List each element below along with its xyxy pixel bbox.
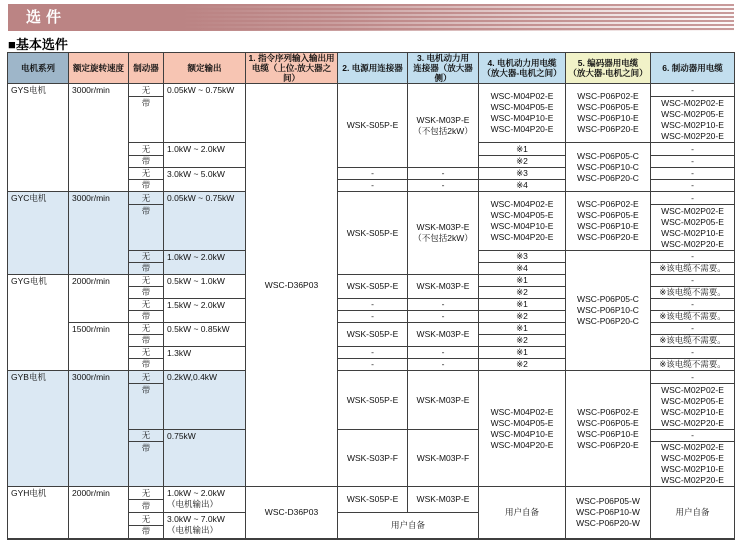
- header-cell: 额定输出: [164, 53, 246, 84]
- table-cell: 带: [129, 263, 164, 275]
- table-cell: ※1: [479, 143, 566, 156]
- table-cell: 带: [129, 156, 164, 168]
- table-cell: WSK-S05P-E: [338, 371, 408, 430]
- table-cell: ※2: [479, 311, 566, 323]
- table-cell: 0.75kW: [164, 430, 246, 487]
- table-cell: WSC-M02P02-E WSC-M02P05-E WSC-M02P10-E WSC-M02P20-E: [651, 384, 735, 430]
- table-cell: WSK-S03P-F: [338, 430, 408, 487]
- table-cell: ※3: [479, 168, 566, 180]
- table-cell: ※4: [479, 263, 566, 275]
- table-cell: 带: [129, 287, 164, 299]
- table-cell: 无: [129, 299, 164, 311]
- table-cell: WSC-M04P02-E WSC-M04P05-E WSC-M04P10-E WSC-M04P20-E: [479, 192, 566, 251]
- table-head: [8, 53, 735, 84]
- table-cell: 3.0kW ~ 5.0kW: [164, 168, 246, 192]
- table-cell: 0.05kW ~ 0.75kW: [164, 192, 246, 251]
- table-cell: 1.0kW ~ 2.0kW （电机输出）: [164, 487, 246, 513]
- table-cell: 2000r/min: [69, 487, 129, 539]
- header-cell: 6. 制动器用电缆: [651, 53, 735, 84]
- table-cell: WSC-M04P02-E WSC-M04P05-E WSC-M04P10-E WSC-M04P20-E: [479, 371, 566, 487]
- table-cell: WSC-P06P05-W WSC-P06P10-W WSC-P06P20-W: [566, 487, 651, 539]
- table-cell: -: [651, 371, 735, 384]
- table-cell: WSK-S05P-E: [338, 192, 408, 275]
- table-cell: 带: [129, 335, 164, 347]
- table-cell: -: [408, 168, 479, 180]
- table-cell: WSK-M03P-E （不包括2kW）: [408, 84, 479, 168]
- table-cell: -: [338, 347, 408, 359]
- header-cell: 3. 电机动力用 连接器（放大器侧）: [408, 53, 479, 84]
- table-cell: 带: [129, 359, 164, 371]
- table-cell: 无: [129, 323, 164, 335]
- header-row: [8, 53, 735, 84]
- table-row: [8, 192, 735, 205]
- table-cell: 3000r/min: [69, 84, 129, 192]
- table-cell: 带: [129, 442, 164, 487]
- table-cell: 带: [129, 311, 164, 323]
- table-cell: -: [651, 143, 735, 156]
- table-cell: -: [651, 156, 735, 168]
- table-cell: -: [651, 299, 735, 311]
- table-cell: -: [651, 323, 735, 335]
- table-cell: 带: [129, 180, 164, 192]
- table-cell: WSK-S05P-E: [338, 275, 408, 299]
- table-cell: ※1: [479, 299, 566, 311]
- options-table: [7, 52, 735, 540]
- table-cell: ※2: [479, 156, 566, 168]
- table-cell: ※该电缆不需要。: [651, 359, 735, 371]
- table-row: [8, 84, 735, 97]
- header-cell: 电机系列: [8, 53, 69, 84]
- table-cell: WSC-D36P03: [246, 84, 338, 487]
- table-cell: ※2: [479, 359, 566, 371]
- table-cell: WSC-D36P03: [246, 487, 338, 539]
- table-cell: WSK-S05P-E: [338, 323, 408, 347]
- table-cell: WSK-M03P-E: [408, 323, 479, 347]
- table-cell: GYH电机: [8, 487, 69, 539]
- table-cell: 带: [129, 384, 164, 430]
- table-cell: 用户自备: [479, 487, 566, 539]
- table-cell: 无: [129, 487, 164, 500]
- table-cell: 带: [129, 97, 164, 143]
- table-cell: WSK-S05P-E: [338, 487, 408, 513]
- table-cell: 无: [129, 192, 164, 205]
- table-cell: ※1: [479, 347, 566, 359]
- table-cell: ※该电缆不需要。: [651, 287, 735, 299]
- header-cell: 4. 电机动力用电缆 （放大器-电机之间）: [479, 53, 566, 84]
- table-cell: 0.5kW ~ 1.0kW: [164, 275, 246, 299]
- table-cell: WSC-P06P02-E WSC-P06P05-E WSC-P06P10-E WSC-P06P20-E: [566, 192, 651, 251]
- table-cell: -: [338, 311, 408, 323]
- table-cell: 1.5kW ~ 2.0kW: [164, 299, 246, 323]
- table-cell: WSC-M04P02-E WSC-M04P05-E WSC-M04P10-E WSC-M04P20-E: [479, 84, 566, 143]
- table-cell: 带: [129, 526, 164, 539]
- table-cell: 无: [129, 143, 164, 156]
- table-cell: 无: [129, 275, 164, 287]
- table-cell: 1.0kW ~ 2.0kW: [164, 143, 246, 168]
- table-cell: 无: [129, 513, 164, 526]
- table-cell: WSK-M03P-F: [408, 430, 479, 487]
- table-cell: ※2: [479, 335, 566, 347]
- table-cell: GYS电机: [8, 84, 69, 192]
- table-cell: WSK-M03P-E: [408, 275, 479, 299]
- table-cell: -: [651, 180, 735, 192]
- table-cell: 无: [129, 168, 164, 180]
- table-cell: GYB电机: [8, 371, 69, 487]
- table-cell: ※该电缆不需要。: [651, 311, 735, 323]
- table-cell: 2000r/min: [69, 275, 129, 323]
- table-cell: 带: [129, 500, 164, 513]
- table-cell: 3000r/min: [69, 371, 129, 487]
- table-cell: 0.5kW ~ 0.85kW: [164, 323, 246, 347]
- table-cell: -: [651, 347, 735, 359]
- table-cell: ※4: [479, 180, 566, 192]
- table-cell: 用户自备: [338, 513, 479, 539]
- table-cell: WSC-P06P05-C WSC-P06P10-C WSC-P06P20-C: [566, 251, 651, 371]
- table-row: [8, 371, 735, 384]
- table-cell: ※3: [479, 251, 566, 263]
- header-cell: 制动器: [129, 53, 164, 84]
- table-cell: -: [408, 347, 479, 359]
- header-cell: 5. 编码器用电缆 （放大器-电机之间）: [566, 53, 651, 84]
- table-cell: 无: [129, 371, 164, 384]
- table-cell: 0.2kW,0.4kW: [164, 371, 246, 430]
- table-cell: -: [338, 299, 408, 311]
- table-cell: -: [408, 299, 479, 311]
- table-cell: ※1: [479, 323, 566, 335]
- table-cell: WSC-P06P05-C WSC-P06P10-C WSC-P06P20-C: [566, 143, 651, 192]
- table-cell: 0.05kW ~ 0.75kW: [164, 84, 246, 143]
- table-cell: 用户自备: [651, 487, 735, 539]
- table-cell: -: [338, 359, 408, 371]
- table-cell: -: [651, 168, 735, 180]
- table-cell: 带: [129, 205, 164, 251]
- table-cell: ※该电缆不需要。: [651, 335, 735, 347]
- table-row: [8, 487, 735, 500]
- table-cell: WSC-M02P02-E WSC-M02P05-E WSC-M02P10-E WSC-M02P20-E: [651, 97, 735, 143]
- table-cell: 1.3kW: [164, 347, 246, 371]
- section-title-text: 基本选件: [15, 37, 68, 52]
- table-cell: ※2: [479, 287, 566, 299]
- table-cell: ※该电缆不需要。: [651, 263, 735, 275]
- table-cell: -: [338, 168, 408, 180]
- page-banner: [8, 4, 734, 31]
- table-cell: 无: [129, 347, 164, 359]
- table-cell: 1500r/min: [69, 323, 129, 371]
- table-cell: -: [408, 359, 479, 371]
- table-cell: 无: [129, 84, 164, 97]
- table-cell: -: [651, 430, 735, 442]
- table-cell: 无: [129, 430, 164, 442]
- table-cell: -: [651, 192, 735, 205]
- table-cell: GYG电机: [8, 275, 69, 371]
- table-cell: WSC-M02P02-E WSC-M02P05-E WSC-M02P10-E WSC-M02P20-E: [651, 205, 735, 251]
- table-cell: GYC电机: [8, 192, 69, 275]
- table-cell: 3.0kW ~ 7.0kW （电机输出）: [164, 513, 246, 539]
- section-title: [8, 34, 68, 53]
- table-cell: -: [651, 84, 735, 97]
- table-cell: WSK-M03P-E （不包括2kW）: [408, 192, 479, 275]
- table-cell: WSC-M02P02-E WSC-M02P05-E WSC-M02P10-E WSC-M02P20-E: [651, 442, 735, 487]
- header-cell: 2. 电源用连接器: [338, 53, 408, 84]
- page-title: 选件: [26, 9, 67, 26]
- table-cell: WSK-M03P-E: [408, 371, 479, 430]
- table-cell: 1.0kW ~ 2.0kW: [164, 251, 246, 275]
- table-cell: 无: [129, 251, 164, 263]
- table-cell: WSC-P06P02-E WSC-P06P05-E WSC-P06P10-E WSC-P06P20-E: [566, 84, 651, 143]
- header-cell: 额定旋转速度: [69, 53, 129, 84]
- table-cell: -: [651, 251, 735, 263]
- table-cell: -: [651, 275, 735, 287]
- table-cell: -: [408, 311, 479, 323]
- table-body: [8, 84, 735, 539]
- table-cell: 3000r/min: [69, 192, 129, 275]
- table-cell: WSK-S05P-E: [338, 84, 408, 168]
- table-cell: -: [408, 180, 479, 192]
- table-cell: -: [338, 180, 408, 192]
- table-cell: WSC-P06P02-E WSC-P06P05-E WSC-P06P10-E WSC-P06P20-E: [566, 371, 651, 487]
- table-cell: ※1: [479, 275, 566, 287]
- header-cell: 1. 指令序列输入输出用 电缆（上位-放大器之间）: [246, 53, 338, 84]
- table-cell: WSK-M03P-E: [408, 487, 479, 513]
- section-square-icon: ■: [8, 37, 16, 52]
